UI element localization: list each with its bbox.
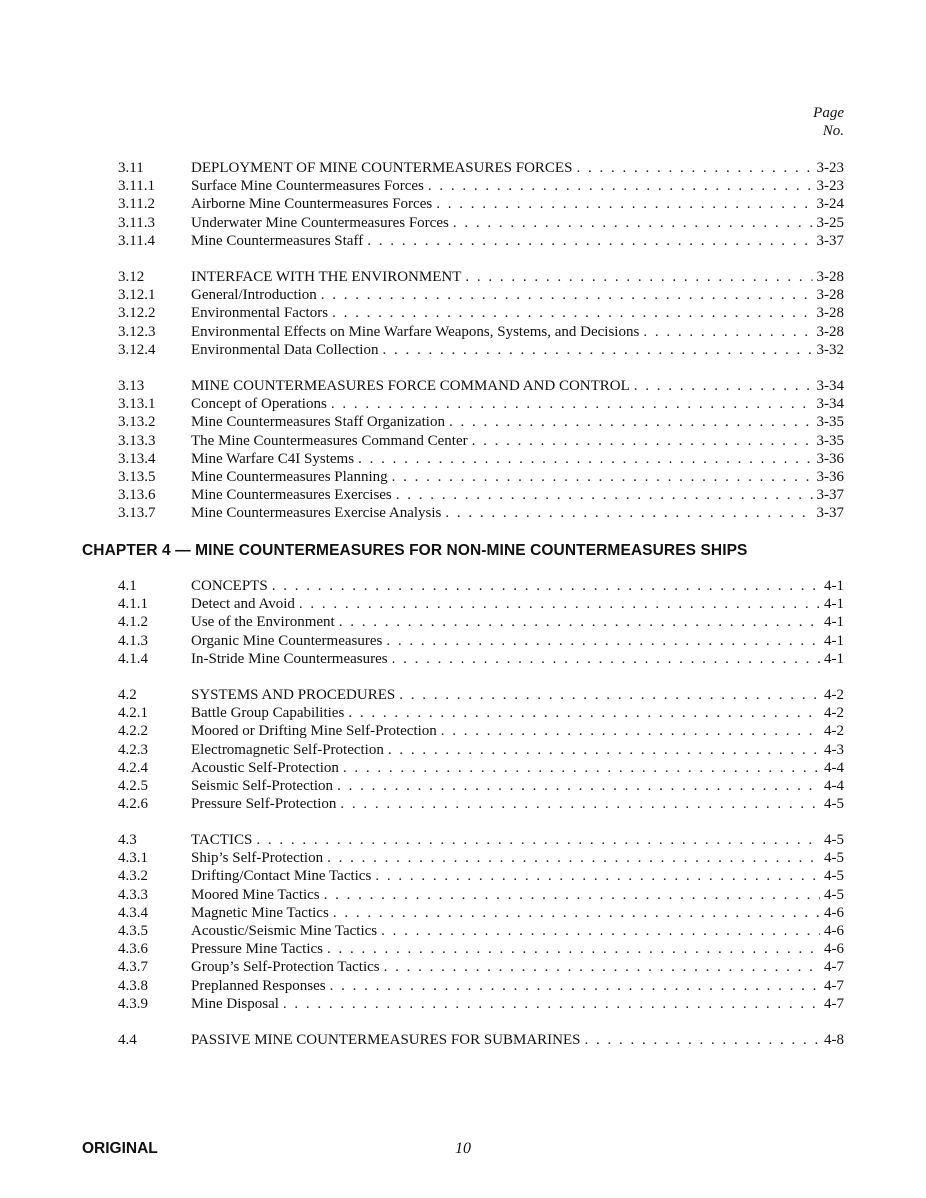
toc-entry[interactable] — [118, 832, 844, 850]
toc-entry[interactable] — [118, 978, 844, 996]
toc-group — [118, 832, 844, 1014]
toc-entry-page: 4-6 — [824, 904, 844, 921]
toc-entry[interactable] — [118, 396, 844, 414]
toc-entry-title: Drifting/Contact Mine Tactics — [191, 868, 372, 885]
toc-entry-title: General/Introduction — [191, 287, 317, 304]
toc-entry-page: 4-8 — [824, 1032, 844, 1048]
toc-entry[interactable] — [118, 651, 844, 669]
toc-entry-title: Surface Mine Countermeasures Forces — [191, 178, 424, 195]
toc-entry[interactable] — [118, 469, 844, 487]
toc-entry-title: Pressure Mine Tactics — [191, 941, 323, 958]
toc-entry-page: 4-5 — [824, 886, 844, 903]
toc-dot-leader — [449, 414, 813, 431]
toc-dot-leader — [375, 868, 820, 885]
toc-entry-number: 4.1 — [118, 578, 137, 594]
toc-entry-page: 4-2 — [824, 723, 844, 740]
toc-entry-title: Environmental Data Collection — [191, 341, 379, 358]
toc-entry[interactable] — [118, 596, 844, 614]
toc-entry-title: DEPLOYMENT OF MINE COUNTERMEASURES FORCES — [191, 160, 573, 176]
toc-entry[interactable] — [118, 451, 844, 469]
no-label: No. — [822, 123, 844, 139]
toc-entry-page: 3-35 — [816, 432, 844, 449]
toc-entry-title: Mine Countermeasures Staff Organization — [191, 414, 445, 431]
toc-entry-page: 3-23 — [816, 160, 844, 176]
toc-entry[interactable] — [118, 905, 844, 923]
toc-entry-page: 3-35 — [816, 414, 844, 431]
toc-entry-page: 4-5 — [824, 832, 844, 848]
toc-dot-leader — [392, 651, 820, 668]
toc-entry-page: 3-28 — [816, 305, 844, 322]
toc-entry[interactable] — [118, 287, 844, 305]
toc-entry-page: 4-6 — [824, 941, 844, 958]
toc-dot-leader — [382, 342, 812, 359]
toc-entry-title: Moored or Drifting Mine Self-Protection — [191, 723, 437, 740]
toc-entry-number: 4.3.1 — [118, 850, 148, 867]
toc-group — [118, 687, 844, 814]
toc-entry-page: 4-5 — [824, 796, 844, 813]
toc-dot-leader — [332, 305, 812, 322]
toc-entry-number: 3.13.7 — [118, 505, 156, 522]
toc-dot-leader — [388, 742, 820, 759]
toc-entry[interactable] — [118, 687, 844, 705]
toc-entry-page: 3-25 — [816, 214, 844, 231]
toc-entry[interactable] — [118, 305, 844, 323]
toc-entry-title: Use of the Environment — [191, 614, 335, 631]
toc-entry[interactable] — [118, 633, 844, 651]
toc-entry-page: 3-28 — [816, 269, 844, 285]
toc-entry-page: 3-34 — [816, 396, 844, 413]
toc-entry[interactable] — [118, 378, 844, 396]
toc-entry[interactable] — [118, 433, 844, 451]
toc-entry[interactable] — [118, 414, 844, 432]
toc-entry-number: 4.3.5 — [118, 922, 148, 939]
toc-dot-leader — [436, 196, 812, 213]
toc-dot-leader — [340, 796, 820, 813]
toc-entry-number: 4.4 — [118, 1032, 137, 1048]
toc-entry-title: In-Stride Mine Countermeasures — [191, 650, 388, 667]
toc-entry-number: 4.1.1 — [118, 596, 148, 613]
toc-dot-leader — [399, 687, 820, 704]
toc-entry[interactable] — [118, 959, 844, 977]
toc-dot-leader — [343, 760, 820, 777]
toc-entry-number: 3.11 — [118, 160, 144, 176]
toc-entry-number: 3.11.4 — [118, 232, 155, 249]
toc-dot-leader — [256, 832, 820, 849]
toc-entry-title: Organic Mine Countermeasures — [191, 632, 383, 649]
toc-entry-page: 3-24 — [816, 196, 844, 213]
toc-entry[interactable] — [118, 796, 844, 814]
toc-entry-page: 4-7 — [824, 995, 844, 1012]
toc-dot-leader — [324, 887, 820, 904]
toc-dot-leader — [453, 215, 813, 232]
toc-entry-number: 3.13.1 — [118, 396, 156, 413]
footer-page-number: 10 — [455, 1140, 471, 1157]
toc-entry-title: Group’s Self-Protection Tactics — [191, 959, 380, 976]
toc-entry-title: The Mine Countermeasures Command Center — [191, 432, 468, 449]
toc-entry[interactable] — [118, 178, 844, 196]
toc-entry-page: 4-2 — [824, 705, 844, 722]
toc-entry-title: CONCEPTS — [191, 578, 268, 594]
toc-entry-number: 4.3 — [118, 832, 137, 848]
toc-entry-number: 4.1.3 — [118, 632, 148, 649]
toc-entry-title: Mine Countermeasures Exercise Analysis — [191, 505, 442, 522]
toc-entry-title: TACTICS — [191, 832, 253, 848]
toc-entry-page: 3-36 — [816, 468, 844, 485]
toc-group — [118, 578, 844, 669]
toc-dot-leader — [337, 778, 820, 795]
toc-entry-title: Mine Countermeasures Planning — [191, 468, 388, 485]
toc-entry-title: Moored Mine Tactics — [191, 886, 320, 903]
toc-dot-leader — [331, 396, 813, 413]
toc-dot-leader — [330, 978, 820, 995]
toc-entry[interactable] — [118, 215, 844, 233]
toc-dot-leader — [327, 850, 820, 867]
toc-entry-page: 4-1 — [824, 596, 844, 613]
toc-entry[interactable] — [118, 269, 844, 287]
toc-entry[interactable] — [118, 941, 844, 959]
toc-entry[interactable] — [118, 723, 844, 741]
toc-dot-leader — [392, 469, 813, 486]
toc-entry[interactable] — [118, 742, 844, 760]
toc-group — [118, 1032, 844, 1050]
toc-entry-title: Acoustic Self-Protection — [191, 759, 339, 776]
toc-entry-number: 3.13.6 — [118, 487, 156, 504]
toc-entry-number: 3.11.2 — [118, 196, 155, 213]
toc-entry-title: Battle Group Capabilities — [191, 705, 345, 722]
toc-entry-number: 3.13.4 — [118, 450, 156, 467]
toc-entry-number: 4.2.3 — [118, 741, 148, 758]
toc-entry-number: 4.3.8 — [118, 977, 148, 994]
toc-entry[interactable] — [118, 887, 844, 905]
toc-entry-number: 4.2.4 — [118, 759, 148, 776]
toc-dot-leader — [585, 1032, 820, 1049]
toc-dot-leader — [358, 451, 812, 468]
toc-entry-page: 3-37 — [816, 487, 844, 504]
toc-entry[interactable] — [118, 760, 844, 778]
toc-entry-title: Underwater Mine Countermeasures Forces — [191, 214, 449, 231]
toc-dot-leader — [472, 433, 813, 450]
toc-entry[interactable] — [118, 778, 844, 796]
toc-entry-page: 3-28 — [816, 287, 844, 304]
toc-entry[interactable] — [118, 996, 844, 1014]
toc-entry-title: Mine Warfare C4I Systems — [191, 450, 355, 467]
toc-entry-number: 4.1.2 — [118, 614, 148, 631]
toc-entry-number: 4.3.4 — [118, 904, 148, 921]
toc-dot-leader — [367, 233, 812, 250]
toc-entry-title: Concept of Operations — [191, 396, 327, 413]
toc-entry-title: Ship’s Self-Protection — [191, 850, 324, 867]
toc-entry-number: 4.1.4 — [118, 650, 148, 667]
toc-entry-number: 4.2.1 — [118, 705, 148, 722]
toc-entry[interactable] — [118, 342, 844, 360]
toc-dot-leader — [445, 505, 812, 522]
toc-dot-leader — [348, 705, 820, 722]
toc-dot-leader — [381, 923, 820, 940]
toc-entry-title: INTERFACE WITH THE ENVIRONMENT — [191, 269, 462, 285]
toc-entry-page: 3-32 — [816, 341, 844, 358]
toc-entry-number: 3.11.3 — [118, 214, 155, 231]
toc-entry-number: 4.3.7 — [118, 959, 148, 976]
toc-entry-title: Airborne Mine Countermeasures Forces — [191, 196, 433, 213]
toc-entry-number: 3.13.5 — [118, 468, 156, 485]
toc-entry-number: 3.11.1 — [118, 178, 155, 195]
toc-entry[interactable] — [118, 233, 844, 251]
toc-entry-title: PASSIVE MINE COUNTERMEASURES FOR SUBMARINES — [191, 1032, 581, 1048]
toc-entry-title: Pressure Self-Protection — [191, 796, 337, 813]
toc-entry-title: MINE COUNTERMEASURES FORCE COMMAND AND CONTROL — [191, 378, 630, 394]
toc-dot-leader — [428, 178, 813, 195]
toc-entry-number: 4.3.3 — [118, 886, 148, 903]
toc-group — [118, 160, 844, 251]
page-number-column-label — [813, 104, 844, 140]
toc-entry-number: 4.3.6 — [118, 941, 148, 958]
toc-entry-page: 4-4 — [824, 777, 844, 794]
toc-dot-leader — [634, 378, 813, 395]
toc-group — [118, 378, 844, 524]
toc-entry-page: 3-28 — [816, 323, 844, 340]
toc-dot-leader — [321, 287, 813, 304]
toc-entry-page: 4-4 — [824, 759, 844, 776]
toc-entry-number: 3.12 — [118, 269, 145, 285]
toc-entry-page: 4-7 — [824, 959, 844, 976]
toc-entry-page: 4-1 — [824, 578, 844, 594]
toc-entry-number: 3.13 — [118, 378, 145, 394]
toc-entry-page: 3-34 — [816, 378, 844, 394]
toc-entry[interactable] — [118, 705, 844, 723]
toc-entry-title: SYSTEMS AND PROCEDURES — [191, 687, 396, 703]
toc-entry-page: 3-36 — [816, 450, 844, 467]
toc-entry-page: 4-5 — [824, 850, 844, 867]
toc-entry-number: 4.2.6 — [118, 796, 148, 813]
toc-entry[interactable] — [118, 923, 844, 941]
toc-entry-number: 4.2.5 — [118, 777, 148, 794]
toc-entry-page: 4-1 — [824, 632, 844, 649]
toc-dot-leader — [465, 269, 812, 286]
toc-entry-page: 4-2 — [824, 687, 844, 703]
footer-original-label: ORIGINAL — [82, 1140, 158, 1157]
toc-entry-page: 4-1 — [824, 650, 844, 667]
toc-dot-leader — [643, 324, 812, 341]
toc-dot-leader — [283, 996, 820, 1013]
toc-entry-page: 4-7 — [824, 977, 844, 994]
toc-entry-number: 4.2 — [118, 687, 137, 703]
toc-entry-page: 4-6 — [824, 922, 844, 939]
toc-entry[interactable] — [118, 160, 844, 178]
toc-entry-number: 3.12.4 — [118, 341, 156, 358]
toc-dot-leader — [272, 578, 820, 595]
toc-entry[interactable] — [118, 487, 844, 505]
toc-dot-leader — [333, 905, 820, 922]
chapter-heading: CHAPTER 4 — MINE COUNTERMEASURES FOR NON-MINE COUNTERMEASURES SHIPS — [82, 542, 748, 559]
toc-entry-title: Environmental Factors — [191, 305, 329, 322]
toc-entry-title: Mine Disposal — [191, 995, 279, 1012]
toc-entry-page: 3-23 — [816, 178, 844, 195]
toc-entry-title: Magnetic Mine Tactics — [191, 904, 329, 921]
toc-entry-number: 4.2.2 — [118, 723, 148, 740]
toc-entry-title: Acoustic/Seismic Mine Tactics — [191, 922, 378, 939]
toc-dot-leader — [299, 596, 820, 613]
toc-dot-leader — [384, 959, 820, 976]
toc-dot-leader — [386, 633, 820, 650]
toc-dot-leader — [441, 723, 820, 740]
toc-group — [118, 269, 844, 360]
toc-entry-number: 3.13.2 — [118, 414, 156, 431]
toc-entry-number: 4.3.2 — [118, 868, 148, 885]
toc-entry-number: 3.12.2 — [118, 305, 156, 322]
toc-entry-number: 4.3.9 — [118, 995, 148, 1012]
toc-entry-title: Seismic Self-Protection — [191, 777, 334, 794]
toc-entry[interactable] — [118, 505, 844, 523]
toc-entry-title: Electromagnetic Self-Protection — [191, 741, 384, 758]
page-label: Page — [813, 105, 844, 121]
toc-entry[interactable] — [118, 196, 844, 214]
toc-entry-number: 3.13.3 — [118, 432, 156, 449]
toc-entry-page: 4-3 — [824, 741, 844, 758]
toc-entry-page: 3-37 — [816, 505, 844, 522]
toc-dot-leader — [327, 941, 820, 958]
toc-entry[interactable] — [118, 324, 844, 342]
toc-entry-page: 3-37 — [816, 232, 844, 249]
toc-dot-leader — [576, 160, 812, 177]
toc-dot-leader — [396, 487, 813, 504]
toc-entry-title: Preplanned Responses — [191, 977, 326, 994]
toc-entry[interactable] — [118, 1032, 844, 1050]
toc-entry[interactable] — [118, 614, 844, 632]
toc-entry[interactable] — [118, 868, 844, 886]
toc-entry-page: 4-5 — [824, 868, 844, 885]
toc-entry-title: Detect and Avoid — [191, 596, 295, 613]
toc-dot-leader — [339, 614, 820, 631]
toc-entry-title: Mine Countermeasures Staff — [191, 232, 364, 249]
toc-entry[interactable] — [118, 850, 844, 868]
toc-entry-title: Mine Countermeasures Exercises — [191, 487, 392, 504]
toc-entry[interactable] — [118, 578, 844, 596]
toc-entry-number: 3.12.1 — [118, 287, 156, 304]
toc-entry-number: 3.12.3 — [118, 323, 156, 340]
toc-entry-title: Environmental Effects on Mine Warfare Weapons, Systems, and Decisions — [191, 323, 640, 340]
toc-entry-page: 4-1 — [824, 614, 844, 631]
